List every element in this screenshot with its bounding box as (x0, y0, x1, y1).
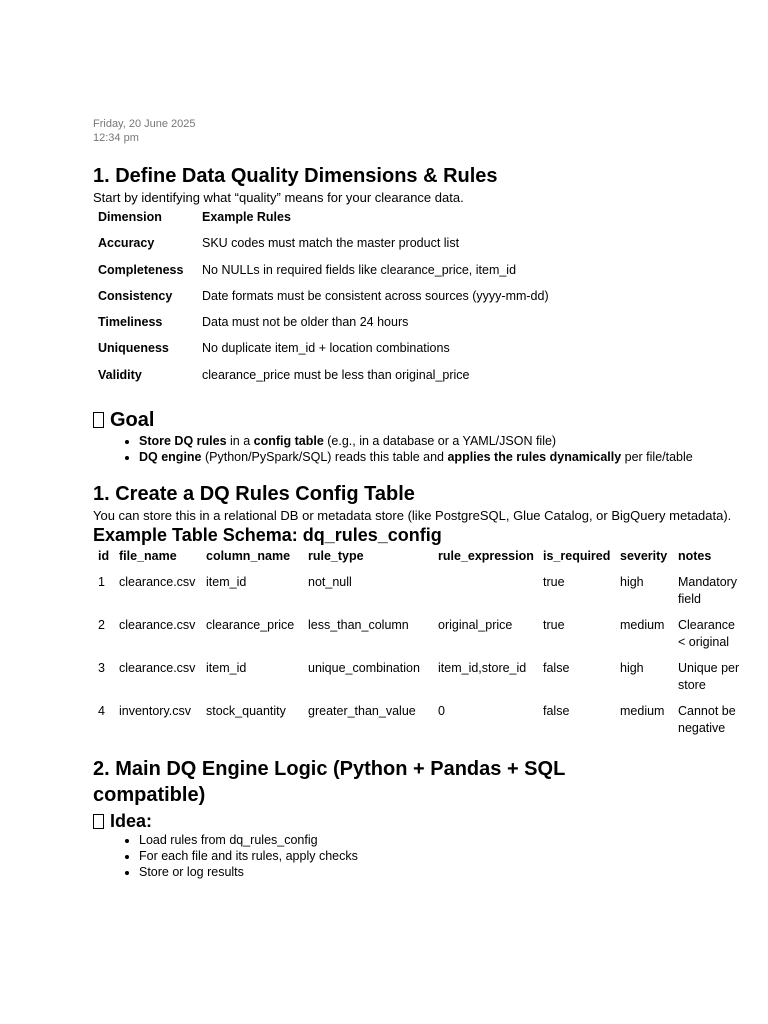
table-row (93, 314, 549, 340)
rules-config-table (93, 548, 748, 746)
bold-text: Store DQ rules (139, 434, 227, 449)
table-cell: greater_than_value (308, 704, 416, 719)
goal-heading (93, 407, 753, 433)
table-cell: 4 (98, 704, 105, 719)
dimensions-table (93, 209, 549, 393)
dimension-cell: Uniqueness (98, 341, 169, 356)
table-cell: clearance_price (206, 618, 295, 633)
table-cell: true (543, 575, 565, 590)
table-cell: 1 (98, 575, 105, 590)
table-cell: medium (620, 704, 665, 719)
table-cell: stock_quantity (206, 704, 286, 719)
rule-cell: Date formats must be consistent across sources (yyyy-mm-dd) (202, 288, 549, 303)
table-cell: item_id (206, 575, 247, 590)
table-cell (433, 574, 538, 617)
column-header: notes (678, 549, 712, 564)
table-cell: 0 (438, 704, 445, 719)
table-cell: original_price (438, 618, 513, 633)
rule-cell: Data must not be older than 24 hours (202, 315, 409, 330)
table-row (93, 288, 549, 314)
column-header: id (98, 549, 110, 564)
document-page (93, 117, 753, 880)
column-header: file_name (119, 549, 177, 564)
table-cell: medium (620, 618, 665, 633)
table-cell: clearance.csv (119, 661, 196, 676)
column-header: rule_type (308, 549, 364, 564)
table-cell: true (543, 618, 565, 633)
column-header: Example Rules (202, 210, 291, 224)
table-row (93, 660, 748, 703)
text: in a (226, 434, 254, 449)
table-header-row (93, 548, 748, 574)
column-header: column_name (206, 549, 291, 564)
list-item (139, 449, 753, 465)
section2-heading: 1. Create a DQ Rules Config Table (93, 483, 415, 506)
table-cell: Unique per store (678, 661, 740, 692)
idea-list (93, 832, 753, 880)
list-item: • Store or log results (139, 864, 753, 880)
table-cell: high (620, 575, 644, 590)
section1-intro: Start by identifying what “quality” means for your clearance data. (93, 190, 464, 205)
column-header: Dimension (98, 210, 162, 224)
dimension-cell: Accuracy (98, 236, 155, 251)
bold-text: config table (253, 434, 324, 449)
rule-cell: clearance_price must be less than original_price (202, 367, 470, 382)
table-cell: unique_combination (308, 661, 420, 676)
table-cell: high (620, 661, 644, 676)
list-item: • Load rules from dq_rules_config (139, 832, 753, 848)
table-cell: not_null (308, 575, 352, 590)
text: per file/table (621, 450, 693, 465)
table-row (93, 617, 748, 660)
section1-heading: 1. Define Data Quality Dimensions & Rules (93, 165, 498, 187)
rule-cell: No duplicate item_id + location combinations (202, 341, 450, 356)
table-cell: item_id,store_id (438, 661, 527, 676)
table-cell: Cannot be negative (678, 704, 736, 735)
goal-heading-text: Goal (110, 409, 155, 432)
rule-cell: No NULLs in required fields like clearance_price, item_id (202, 262, 517, 277)
table-row (93, 367, 549, 393)
table-cell: clearance.csv (119, 575, 196, 590)
bold-text: DQ engine (139, 450, 202, 465)
column-header: is_required (543, 549, 611, 564)
missing-glyph-icon (93, 814, 104, 829)
text: (Python/PySpark/SQL) reads this table and (201, 450, 448, 465)
dimension-cell: Timeliness (98, 315, 163, 330)
bold-text: applies the rules dynamically (447, 450, 622, 465)
table-header-row (93, 209, 549, 235)
table-cell: clearance.csv (119, 618, 196, 633)
table-row (93, 262, 549, 288)
idea-heading-text: Idea: (110, 811, 153, 832)
dimension-cell: Consistency (98, 288, 173, 303)
table-cell: false (543, 704, 570, 719)
table-cell: 3 (98, 661, 105, 676)
table-row (93, 574, 748, 617)
list-item: • For each file and its rules, apply checks (139, 848, 753, 864)
note-time: 12:34 pm (93, 132, 139, 144)
table-row (93, 703, 748, 746)
column-header: rule_expression (438, 549, 534, 564)
table-cell: false (543, 661, 570, 676)
table-cell: 2 (98, 618, 105, 633)
list-item (139, 433, 753, 449)
dimension-cell: Completeness (98, 262, 184, 277)
section3-heading: 2. Main DQ Engine Logic (Python + Pandas + SQL compatible) (93, 758, 565, 807)
table-cell: Clearance < original (678, 618, 735, 649)
table-row (93, 235, 549, 261)
rule-cell: SKU codes must match the master product list (202, 236, 460, 251)
goal-list (93, 433, 753, 465)
idea-heading (93, 810, 753, 832)
table-row (93, 340, 549, 366)
table-cell: Mandatory field (678, 575, 738, 606)
note-date: Friday, 20 June 2025 (93, 118, 196, 130)
table-cell: inventory.csv (119, 704, 192, 719)
missing-glyph-icon (93, 412, 104, 428)
section2-intro: You can store this in a relational DB or metadata store (like PostgreSQL, Glue Catalog, or BigQuery metadata). (93, 508, 732, 524)
text: (e.g., in a database or a YAML/JSON file) (323, 434, 557, 449)
schema-heading: Example Table Schema: dq_rules_config (93, 525, 442, 546)
table-cell: less_than_column (308, 618, 409, 633)
dimension-cell: Validity (98, 367, 142, 382)
table-cell: item_id (206, 661, 247, 676)
column-header: severity (620, 549, 668, 564)
